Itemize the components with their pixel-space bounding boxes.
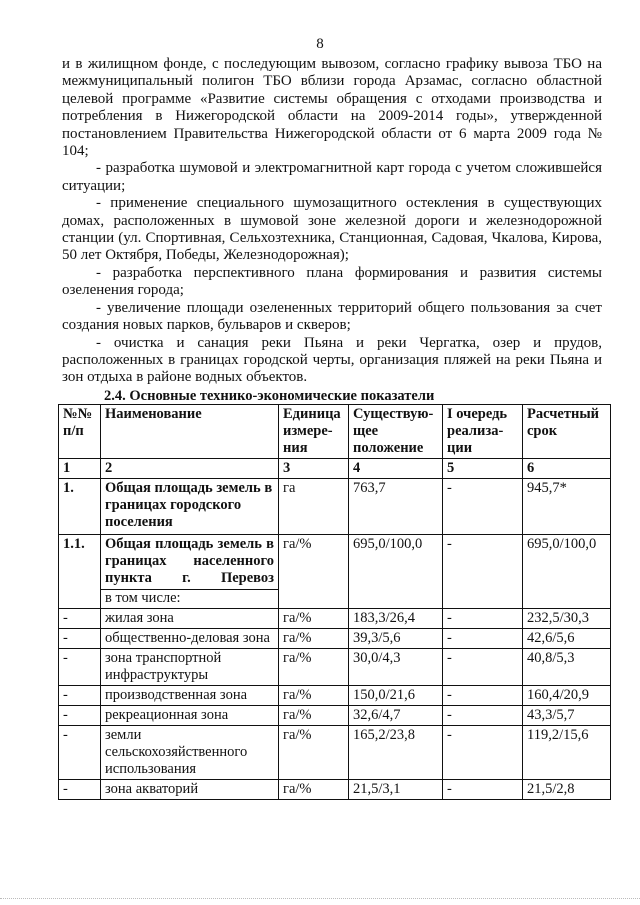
column-number: 5 xyxy=(443,459,523,479)
row-number: 1. xyxy=(59,479,101,535)
row-stage1: - xyxy=(443,479,523,535)
row-current: 39,3/5,6 xyxy=(349,629,443,649)
row-number: - xyxy=(59,649,101,686)
row-number: - xyxy=(59,706,101,726)
row-target: 695,0/100,0 xyxy=(523,535,611,609)
row-number: - xyxy=(59,609,101,629)
header-cell: Единица измере-ния xyxy=(279,405,349,459)
paragraph: - разработка шумовой и электромагнитной карт города с учетом сложившейся ситуации; xyxy=(62,160,602,194)
row-name: жилая зона xyxy=(101,609,279,629)
table-row xyxy=(59,479,611,535)
row-unit: га/% xyxy=(279,686,349,706)
row-current: 763,7 xyxy=(349,479,443,535)
row-stage1: - xyxy=(443,609,523,629)
row-unit: га/% xyxy=(279,706,349,726)
row-name: зона акваторий xyxy=(101,780,279,800)
column-number: 3 xyxy=(279,459,349,479)
row-current: 695,0/100,0 xyxy=(349,535,443,609)
row-unit: га xyxy=(279,479,349,535)
row-current: 21,5/3,1 xyxy=(349,780,443,800)
row-target: 42,6/5,6 xyxy=(523,629,611,649)
row-number: - xyxy=(59,726,101,780)
row-stage1: - xyxy=(443,649,523,686)
paragraph: - увеличение площади озелененных территорий общего пользования за счет создания новых парков, бульваров и скверов; xyxy=(62,299,602,334)
row-target: 945,7* xyxy=(523,479,611,535)
header-cell: Наименование xyxy=(101,405,279,459)
column-number: 4 xyxy=(349,459,443,479)
row-unit: га/% xyxy=(279,726,349,780)
row-target: 119,2/15,6 xyxy=(523,726,611,780)
row-number: - xyxy=(59,686,101,706)
row-unit: га/% xyxy=(279,609,349,629)
row-name: зона транспортной инфраструктуры xyxy=(101,649,279,686)
row-current: 30,0/4,3 xyxy=(349,649,443,686)
column-number-row xyxy=(59,459,611,479)
row-number: - xyxy=(59,629,101,649)
row-name-cell xyxy=(101,535,279,609)
row-stage1: - xyxy=(443,780,523,800)
scan-edge-line xyxy=(0,898,640,899)
row-number: 1.1. xyxy=(59,535,101,609)
paragraph: - разработка перспективного плана формирования и развития системы озеленения города; xyxy=(62,264,602,299)
paragraph: - применение специального шумозащитного остекления в существующих домах, расположенных в шумовой зоне железной дороги и железнодорожной станции (ул. Спортивная, Сельхозтехника, Станционная, Садовая, Чкалова, Кирова, 50 лет Октября, Победы, Железнодорожная); xyxy=(62,195,602,264)
row-stage1: - xyxy=(443,726,523,780)
row-name: Общая площадь земель в границах населенного пункта г. Перевоз xyxy=(105,536,274,586)
column-number: 1 xyxy=(59,459,101,479)
table-row xyxy=(59,629,611,649)
column-number: 6 xyxy=(523,459,611,479)
row-current: 32,6/4,7 xyxy=(349,706,443,726)
row-name: земли сельскохозяйственного использования xyxy=(101,726,279,780)
row-note: в том числе: xyxy=(101,589,278,607)
row-target: 40,8/5,3 xyxy=(523,649,611,686)
row-target: 43,3/5,7 xyxy=(523,706,611,726)
page-number: 8 xyxy=(316,36,324,52)
header-cell: Расчетный срок xyxy=(523,405,611,459)
table-header-row xyxy=(59,405,611,459)
table-row xyxy=(59,726,611,780)
header-cell: №№ п/п xyxy=(59,405,101,459)
paragraph: и в жилищном фонде, с последующим вывозом, согласно графику вывоза ТБО на межмуниципальный полигон ТБО вблизи города Арзамас, согласно областной целевой программе «Развитие системы обращения с отходами производства и потребления в Нижегородской области на 2009-2014 годы», утвержденной постановлением Правительства Нижегородской области от 6 марта 2009 года № 104; xyxy=(62,56,602,160)
row-current: 150,0/21,6 xyxy=(349,686,443,706)
row-target: 160,4/20,9 xyxy=(523,686,611,706)
row-stage1: - xyxy=(443,706,523,726)
column-number: 2 xyxy=(101,459,279,479)
row-stage1: - xyxy=(443,686,523,706)
table-row xyxy=(59,780,611,800)
row-unit: га/% xyxy=(279,535,349,609)
header-cell: I очередь реализа-ции xyxy=(443,405,523,459)
row-unit: га/% xyxy=(279,780,349,800)
row-target: 21,5/2,8 xyxy=(523,780,611,800)
row-name: производственная зона xyxy=(101,686,279,706)
table-row xyxy=(59,706,611,726)
row-unit: га/% xyxy=(279,649,349,686)
row-name: Общая площадь земель в границах городского поселения xyxy=(101,479,279,535)
table-row xyxy=(59,535,611,609)
header-cell: Существую-щее положение xyxy=(349,405,443,459)
row-stage1: - xyxy=(443,629,523,649)
row-target: 232,5/30,3 xyxy=(523,609,611,629)
row-unit: га/% xyxy=(279,629,349,649)
row-current: 165,2/23,8 xyxy=(349,726,443,780)
row-current: 183,3/26,4 xyxy=(349,609,443,629)
row-number: - xyxy=(59,780,101,800)
row-stage1: - xyxy=(443,535,523,609)
indicators-table xyxy=(58,404,611,800)
table-row xyxy=(59,649,611,686)
body-text xyxy=(62,56,602,387)
section-title: 2.4. Основные технико-экономические показатели xyxy=(104,388,435,404)
paragraph: - очистка и санация реки Пьяна и реки Чергатка, озер и прудов, расположенных в границах городской черты, организация пляжей на реки Пьяна и зон отдыха в районе водных объектов. xyxy=(62,334,602,386)
row-name: рекреационная зона xyxy=(101,706,279,726)
table-row xyxy=(59,686,611,706)
row-name: общественно-деловая зона xyxy=(101,629,279,649)
table-row xyxy=(59,609,611,629)
